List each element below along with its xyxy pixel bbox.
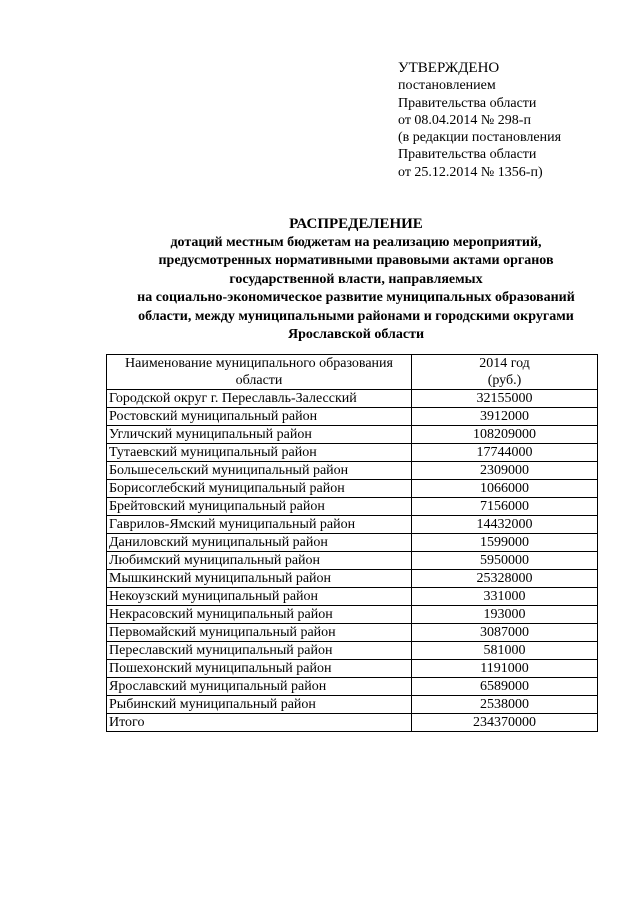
heading-line: области, между муниципальными районами и городскими округами	[138, 308, 574, 324]
table-row	[107, 660, 598, 678]
table-row	[107, 606, 598, 624]
amount-cell: 6589000	[412, 678, 598, 696]
amount-cell: 193000	[412, 606, 598, 624]
municipality-name-cell: Тутаевский муниципальный район	[107, 444, 412, 462]
amount-cell: 14432000	[412, 516, 598, 534]
table-row	[107, 498, 598, 516]
amount-cell: 25328000	[412, 570, 598, 588]
table-row	[107, 696, 598, 714]
municipality-name-cell: Ростовский муниципальный район	[107, 408, 412, 426]
municipality-name-cell: Первомайский муниципальный район	[107, 624, 412, 642]
amount-cell: 32155000	[412, 390, 598, 408]
approval-line: от 25.12.2014 № 1356-п)	[398, 164, 543, 180]
approval-line: Правительства области	[398, 147, 537, 163]
approval-line: постановлением	[398, 78, 496, 94]
table-row	[107, 408, 598, 426]
header-line: 2014 год	[479, 356, 530, 371]
municipality-name-cell: Переславский муниципальный район	[107, 642, 412, 660]
municipality-name-cell: Некрасовский муниципальный район	[107, 606, 412, 624]
municipality-name-cell: Угличский муниципальный район	[107, 426, 412, 444]
table-row	[107, 552, 598, 570]
municipality-name-cell: Городской округ г. Переславль-Залесский	[107, 390, 412, 408]
municipality-name-cell: Даниловский муниципальный район	[107, 534, 412, 552]
municipality-name-cell: Гаврилов-Ямский муниципальный район	[107, 516, 412, 534]
municipality-name-cell: Любимский муниципальный район	[107, 552, 412, 570]
municipality-name-cell: Рыбинский муниципальный район	[107, 696, 412, 714]
table-row	[107, 390, 598, 408]
municipality-name-cell: Итого	[107, 714, 412, 732]
amount-cell: 331000	[412, 588, 598, 606]
table-row	[107, 516, 598, 534]
amount-cell: 3087000	[412, 624, 598, 642]
municipality-name-cell: Борисоглебский муниципальный район	[107, 480, 412, 498]
table-body	[107, 390, 598, 732]
table-row	[107, 642, 598, 660]
heading-line: государственной власти, направляемых	[229, 271, 483, 287]
table-row	[107, 588, 598, 606]
approval-line: от 08.04.2014 № 298-п	[398, 112, 531, 128]
municipality-name-cell: Большесельский муниципальный район	[107, 462, 412, 480]
heading-line: дотаций местным бюджетам на реализацию мероприятий,	[170, 234, 542, 250]
amount-cell: 234370000	[412, 714, 598, 732]
municipality-name-cell: Мышкинский муниципальный район	[107, 570, 412, 588]
table-row	[107, 444, 598, 462]
amount-cell: 7156000	[412, 498, 598, 516]
heading-line: на социально-экономическое развитие муниципальных образований	[137, 290, 575, 305]
table-row	[107, 624, 598, 642]
municipality-name-cell: Ярославский муниципальный район	[107, 678, 412, 696]
amount-cell: 2309000	[412, 462, 598, 480]
document-heading	[96, 215, 616, 345]
header-line: Наименование муниципального образования	[125, 356, 393, 371]
document-title: РАСПРЕДЕЛЕНИЕ	[289, 216, 423, 232]
municipality-name-cell: Некоузский муниципальный район	[107, 588, 412, 606]
amount-cell: 2538000	[412, 696, 598, 714]
column-header-municipality	[107, 355, 412, 390]
table-row	[107, 426, 598, 444]
table-row	[107, 570, 598, 588]
approval-line: (в редакции постановления	[398, 130, 562, 146]
amount-cell: 3912000	[412, 408, 598, 426]
amount-cell: 1599000	[412, 534, 598, 552]
column-header-amount	[412, 355, 598, 390]
approval-stamp	[398, 60, 561, 181]
heading-line: Ярославской области	[287, 327, 425, 342]
table-row	[107, 678, 598, 696]
approval-line: Правительства области	[398, 95, 537, 111]
municipality-name-cell: Брейтовский муниципальный район	[107, 498, 412, 516]
header-line: (руб.)	[487, 373, 522, 388]
municipality-name-cell: Пошехонский муниципальный район	[107, 660, 412, 678]
amount-cell: 108209000	[412, 426, 598, 444]
table-row	[107, 534, 598, 552]
amount-cell: 17744000	[412, 444, 598, 462]
table-header-row	[107, 355, 598, 390]
amount-cell: 1191000	[412, 660, 598, 678]
approval-title: УТВЕРЖДЕНО	[398, 60, 500, 76]
amount-cell: 5950000	[412, 552, 598, 570]
distribution-table	[106, 354, 598, 732]
heading-line: предусмотренных нормативными правовыми актами органов	[158, 253, 554, 268]
table-row	[107, 480, 598, 498]
amount-cell: 581000	[412, 642, 598, 660]
table-row	[107, 462, 598, 480]
amount-cell: 1066000	[412, 480, 598, 498]
header-line: области	[235, 373, 283, 388]
table-row	[107, 714, 598, 732]
